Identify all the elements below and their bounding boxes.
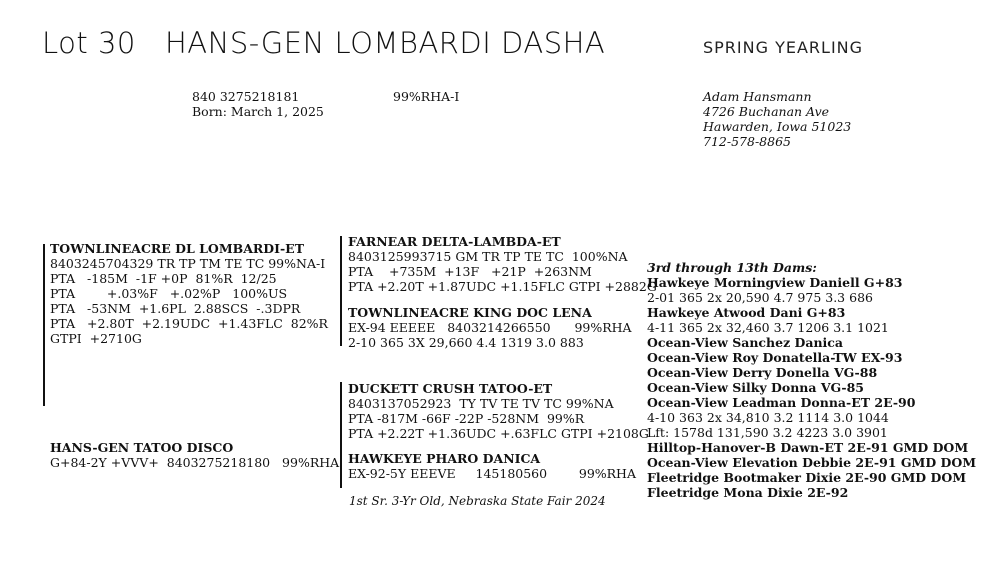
- dams-block: [647, 260, 976, 500]
- dam-name: HANS-GEN TATOO DISCO: [50, 440, 234, 455]
- reg-number: 840 3275218181: [192, 89, 300, 104]
- ancestor-dam-name: Ocean-View Silky Donna VG-85: [647, 380, 865, 395]
- consignor-city: Hawarden, Iowa 51023: [703, 119, 852, 134]
- ancestor-dam-record: 4-10 363 2x 34,810 3.2 1114 3.0 1044: [647, 410, 889, 425]
- dams-list: [647, 275, 976, 500]
- dam-dam-block: [348, 451, 636, 481]
- sale-class: SPRING YEARLING: [703, 38, 864, 57]
- ancestor-dam-name: Ocean-View Leadman Donna-ET 2E-90: [647, 395, 916, 410]
- sire-block: [50, 241, 328, 346]
- ancestor-dam-record: 4-11 365 2x 32,460 3.7 1206 3.1 1021: [647, 320, 889, 335]
- sire-sire-line: PTA +2.20T +1.87UDC +1.15FLC GTPI +2882G: [348, 279, 657, 294]
- animal-info: [192, 89, 324, 119]
- consignor-name: Adam Hansmann: [703, 89, 812, 104]
- sire-line: PTA -185M -1F +0P 81%R 12/25: [50, 271, 277, 286]
- sire-sire-line: 8403125993715 GM TR TP TE TC 100%NA: [348, 249, 628, 264]
- ancestor-dam-name: Ocean-View Sanchez Danica: [647, 335, 844, 350]
- ancestor-dam-record: 2-01 365 2x 20,590 4.7 975 3.3 686: [647, 290, 873, 305]
- ancestor-dam-name: Hilltop-Hanover-B Dawn-ET 2E-91 GMD DOM: [647, 440, 969, 455]
- sire-line: GTPI +2710G: [50, 331, 142, 346]
- ancestor-dam-name: Hawkeye Atwood Dani G+83: [647, 305, 846, 320]
- ancestor-dam-name: Ocean-View Derry Donella VG-88: [647, 365, 878, 380]
- sire-line: PTA +2.80T +2.19UDC +1.43FLC 82%R: [50, 316, 328, 331]
- consignor-street: 4726 Buchanan Ave: [703, 104, 830, 119]
- dam-block: [50, 440, 339, 470]
- dam-sire-block: [348, 381, 649, 441]
- sire-line: PTA +.03%F +.02%P 100%US: [50, 286, 288, 301]
- dam-sire-line: 8403137052923 TY TV TE TV TC 99%NA: [348, 396, 614, 411]
- sire-sire-line: PTA +735M +13F +21P +263NM: [348, 264, 592, 279]
- sire-dam-line: 2-10 365 3X 29,660 4.4 1319 3.0 883: [348, 335, 584, 350]
- sire-name: TOWNLINEACRE DL LOMBARDI-ET: [50, 241, 305, 256]
- ancestor-dam-record: Lft: 1578d 131,590 3.2 4223 3.0 3901: [647, 425, 888, 440]
- dam-side-bracket-line: [340, 382, 342, 488]
- consignor-block: [703, 89, 851, 149]
- ancestor-dam-name: Ocean-View Roy Donatella-TW EX-93: [647, 350, 903, 365]
- sire-side-bracket-line: [340, 236, 342, 346]
- ancestor-dam-name: Fleetridge Bootmaker Dixie 2E-90 GMD DOM: [647, 470, 967, 485]
- sire-bracket-line: [43, 244, 45, 406]
- ancestor-dam-name: Fleetridge Mona Dixie 2E-92: [647, 485, 849, 500]
- sire-dam-name: TOWNLINEACRE KING DOC LENA: [348, 305, 592, 320]
- dam-sire-line: PTA +2.22T +1.36UDC +.63FLC GTPI +2108G: [348, 426, 649, 441]
- ancestor-dam-name: Hawkeye Morningview Daniell G+83: [647, 275, 903, 290]
- ancestor-dam-name: Ocean-View Elevation Debbie 2E-91 GMD DOM: [647, 455, 977, 470]
- dam-dam-name: HAWKEYE PHARO DANICA: [348, 451, 541, 466]
- sire-dam-block: [348, 305, 632, 350]
- dam-sire-name: DUCKETT CRUSH TATOO-ET: [348, 381, 553, 396]
- consignor-phone: 712-578-8865: [703, 134, 791, 149]
- sire-line: 8403245704329 TR TP TM TE TC 99%NA-I: [50, 256, 326, 271]
- rha-percent: 99%RHA-I: [393, 89, 460, 104]
- sire-dam-line: EX-94 EEEEE 8403214266550 99%RHA: [348, 320, 632, 335]
- animal-name: HANS-GEN LOMBARDI DASHA: [165, 26, 606, 60]
- sire-sire-name: FARNEAR DELTA-LAMBDA-ET: [348, 234, 561, 249]
- dam-sire-line: PTA -817M -66F -22P -528NM 99%R: [348, 411, 585, 426]
- lot-number: Lot 30: [42, 26, 136, 60]
- birth-date: Born: March 1, 2025: [192, 104, 324, 119]
- sire-sire-block: [348, 234, 657, 294]
- show-note: 1st Sr. 3-Yr Old, Nebraska State Fair 2024: [349, 494, 606, 508]
- dam-dam-line: EX-92-5Y EEEVE 145180560 99%RHA: [348, 466, 636, 481]
- dam-line: G+84-2Y +VVV+ 8403275218180 99%RHA: [50, 455, 340, 470]
- sire-line: PTA -53NM +1.6PL 2.88SCS -.3DPR: [50, 301, 301, 316]
- dams-heading: 3rd through 13th Dams:: [647, 260, 817, 275]
